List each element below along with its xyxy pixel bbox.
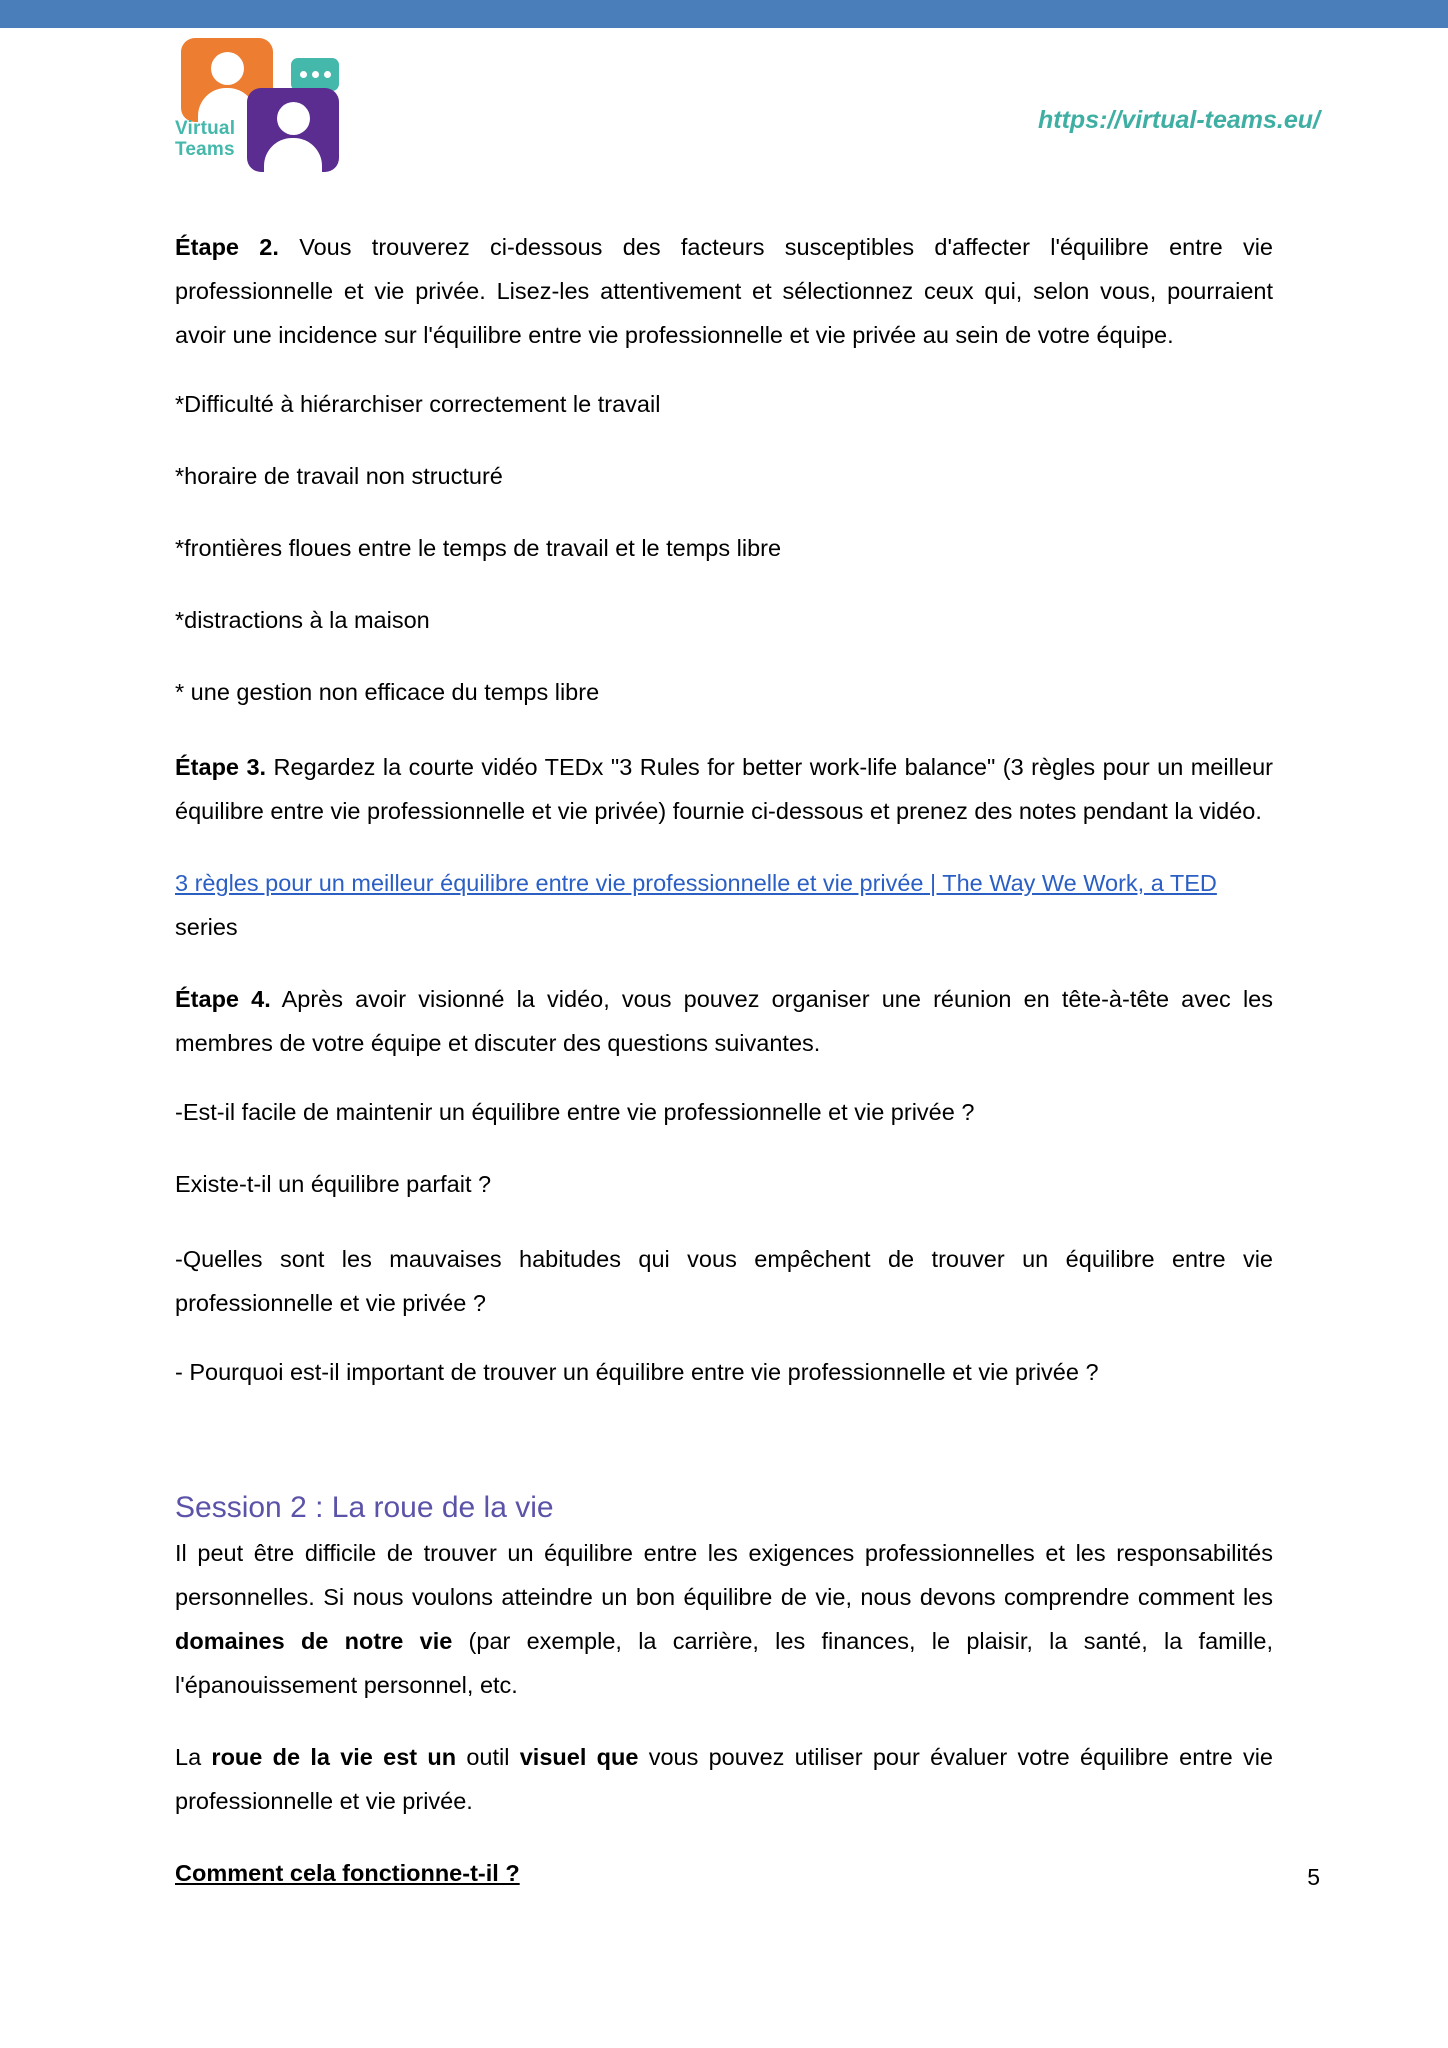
session-2-p2-bold2: visuel que <box>519 1744 639 1770</box>
session-2-heading: Session 2 : La roue de la vie <box>175 1491 554 1524</box>
speech-bubble-icon <box>291 58 339 91</box>
discussion-question: -Quelles sont les mauvaises habitudes qui vous empêchent de trouver un équilibre entre vie professionnelle et vie privée ? <box>175 1246 1273 1316</box>
session-2-p1-part1: Il peut être difficile de trouver un équilibre entre les exigences professionnelles et les responsabilités personnelles. Si nous voulons atteindre un bon équilibre de vie, nous devons comprendre comment les <box>175 1540 1273 1610</box>
session-2-paragraph-2 <box>175 1735 1273 1823</box>
factor-item: * une gestion non efficace du temps libre <box>175 679 600 705</box>
person-body-icon <box>264 138 322 180</box>
header-website-url[interactable]: https://virtual-teams.eu/ <box>1038 106 1320 134</box>
session-2-p2-part2: outil <box>456 1744 520 1770</box>
page-number: 5 <box>1307 1864 1320 1890</box>
session-2-paragraph-1 <box>175 1531 1273 1707</box>
logo-wordmark-line1: Virtual <box>175 118 236 139</box>
section-spacer <box>175 1425 1273 1487</box>
virtual-teams-logo <box>175 36 365 168</box>
page-header <box>0 28 1448 168</box>
person-head-icon <box>277 102 310 135</box>
how-it-works-heading: Comment cela fonctionne-t-il ? <box>175 1860 520 1886</box>
step-3-label: Étape 3. <box>175 754 267 780</box>
factor-item: *frontières floues entre le temps de travail et le temps libre <box>175 535 782 561</box>
step-4-paragraph <box>175 977 1273 1065</box>
top-blue-bar <box>0 0 1448 28</box>
bubble-dot-icon <box>300 71 307 78</box>
factor-item: *Difficulté à hiérarchiser correctement le travail <box>175 391 661 417</box>
step-3-text: Regardez la courte vidéo TEDx "3 Rules for better work-life balance" (3 règles pour un meilleur équilibre entre vie professionnelle et vie privée) fournie ci-dessous et prenez des notes pendant la vidéo. <box>175 754 1274 824</box>
logo-wordmark <box>175 118 265 160</box>
step-2-paragraph <box>175 225 1273 357</box>
video-link-paragraph <box>175 861 1273 949</box>
discussion-question: Existe-t-il un équilibre parfait ? <box>175 1171 492 1197</box>
step-2-label: Étape 2. <box>175 234 279 260</box>
session-2-p1-bold: domaines de notre vie <box>175 1628 453 1654</box>
bubble-dot-icon <box>312 71 319 78</box>
session-2-p2-bold1: roue de la vie est un <box>211 1744 457 1770</box>
document-body <box>175 225 1273 1923</box>
session-2-p2-part1: La <box>175 1744 212 1770</box>
step-2-text: Vous trouverez ci-dessous des facteurs susceptibles d'affecter l'équilibre entre vie professionnelle et vie privée. Lisez-les attentivement et sélectionnez ceux qui, selon vous, pourraient avoir une incidence sur l'équilibre entre vie professionnelle et vie privée au sein de votre équipe. <box>175 234 1273 348</box>
step-3-paragraph <box>175 745 1273 833</box>
tedx-video-link[interactable]: 3 règles pour un meilleur équilibre entre vie professionnelle et vie privée | The Way We Work, a TED <box>175 870 1217 896</box>
session-2-p2-part3: vous pouvez utiliser pour évaluer votre équilibre entre vie professionnelle et vie privée. <box>175 1744 1273 1814</box>
session-2-p1-part2: (par exemple, la carrière, les finances, le plaisir, la santé, la famille, l'épanouissement personnel, etc. <box>175 1628 1273 1698</box>
factor-item: *distractions à la maison <box>175 607 430 633</box>
bubble-dot-icon <box>324 71 331 78</box>
video-link-trailing: series <box>175 914 238 940</box>
discussion-question: - Pourquoi est-il important de trouver un équilibre entre vie professionnelle et vie privée ? <box>175 1359 1099 1385</box>
step-4-label: Étape 4. <box>175 986 271 1012</box>
person-head-icon <box>211 52 244 85</box>
factor-item: *horaire de travail non structuré <box>175 463 503 489</box>
discussion-question: -Est-il facile de maintenir un équilibre entre vie professionnelle et vie privée ? <box>175 1099 975 1125</box>
logo-wordmark-line2: Teams <box>175 139 235 160</box>
step-4-text: Après avoir visionné la vidéo, vous pouvez organiser une réunion en tête-à-tête avec les membres de votre équipe et discuter des questions suivantes. <box>175 986 1273 1056</box>
